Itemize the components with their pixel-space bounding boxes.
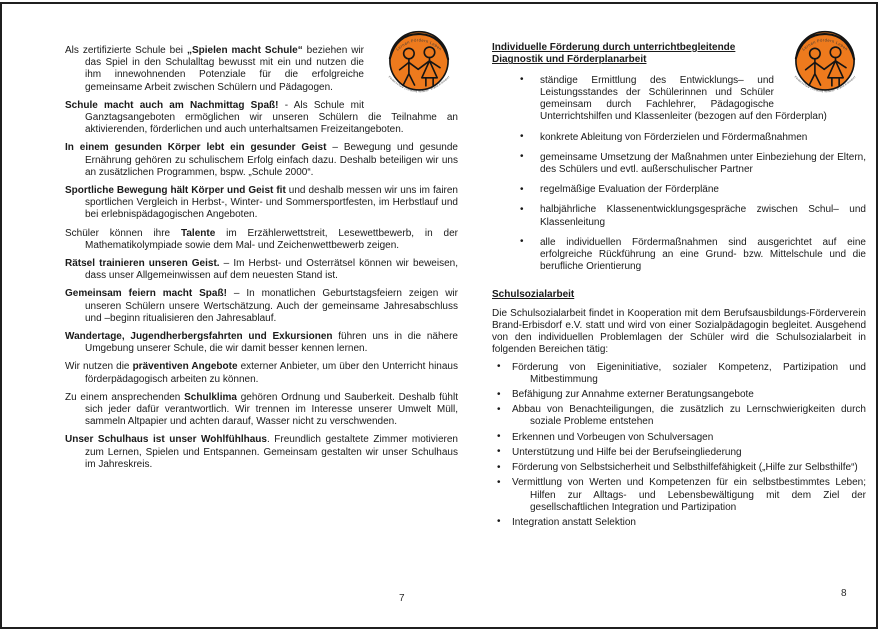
paragraph-text: . Freundlich gestaltete Zimmer motivieren zum Lernen, Spielen und Entspannen. Gemeinsam gestalten wir unser Schulhaus im Jahreskreis. xyxy=(85,434,458,470)
paragraph-lead-bold: Rätsel trainieren unseren Geist. xyxy=(65,258,220,270)
paragraph xyxy=(65,258,458,282)
paragraph xyxy=(65,434,458,471)
list-item xyxy=(492,75,866,124)
bullet-icon: • xyxy=(497,516,501,528)
schulsozialarbeit-intro: Die Schulsozialarbeit findet in Kooperation mit dem Berufsausbildungs-Förderverein Brand-Erbisdorf e.V. statt und wird von einer Sozialpädagogin begleitet. Ausgehend von den individuellen Problemlagen der Schüler wird die Schulsozialarbeit in folgenden Bereichen tätig: xyxy=(492,307,866,356)
bullet-text: Unterstützung und Hilfe bei der Berufseingliederung xyxy=(512,446,742,458)
paragraph-lead-bold: Talente xyxy=(180,227,216,239)
paragraph xyxy=(65,185,458,222)
paragraph xyxy=(65,331,458,355)
paragraph-text: Schüler können ihre xyxy=(65,227,181,239)
list-item xyxy=(492,447,866,459)
bullet-icon: • xyxy=(520,203,524,215)
paragraph-text: und deshalb messen wir uns im fairen sportlichen Vergleich in Herbst-, Winter- und Sommersportfesten, im Herbstlauf und bei erlebnispädagogischen Angeboten. xyxy=(85,185,458,221)
paragraph-text: im Erzählerwettstreit, Lesewettbewerb, in der Mathematikolympiade sowie dem Mal- und Zeichenwettbewerb zeigen. xyxy=(85,227,458,251)
paragraph-text: Wir nutzen die xyxy=(65,361,133,373)
bullet-text: Förderung von Eigeninitiative, sozialer Kompetenz, Partizipation und Mitbestimmung xyxy=(512,361,866,385)
paragraph-lead-bold: Sportliche Bewegung hält Körper und Geist fit xyxy=(65,185,286,197)
paragraph-lead-bold: In einem gesunden Körper lebt ein gesunder Geist xyxy=(65,142,327,154)
bullet-icon: • xyxy=(520,74,524,86)
section-title-individuelle-foerderung: Individuelle Förderung durch unterrichtbegleitende Diagnostik und Förderplanarbeit xyxy=(492,42,736,66)
page-number-8: 8 xyxy=(841,588,847,599)
bullet-text: Integration anstatt Selektion xyxy=(512,516,636,528)
bullet-text: alle individuellen Fördermaßnahmen sind ausgerichtet auf eine erfolgreiche Rückführung an eine Grund- bzw. Mittelschule und die berufliche Orientierung xyxy=(540,236,866,273)
page-7 xyxy=(65,32,458,477)
list-item xyxy=(492,237,866,274)
paragraph-lead-bold: Schule macht auch am Nachmittag Spaß! xyxy=(65,99,279,111)
list-item xyxy=(492,132,866,144)
paragraph-lead-bold: Gemeinsam feiern macht Spaß! xyxy=(65,288,227,300)
bullet-icon: • xyxy=(520,236,524,248)
list-item xyxy=(492,432,866,444)
list-item xyxy=(492,389,866,401)
paragraph xyxy=(65,392,458,429)
list-item xyxy=(492,152,866,176)
bullet-icon: • xyxy=(497,403,501,415)
bullet-text: regelmäßige Evaluation der Förderpläne xyxy=(540,184,719,196)
paragraph-text: Als zertifizierte Schule bei xyxy=(65,45,187,56)
list-item xyxy=(492,477,866,514)
paragraph xyxy=(65,100,458,137)
bullet-text: Erkennen und Vorbeugen von Schulversagen xyxy=(512,431,714,443)
paragraph-text: - Als Schule mit Ganztagsangeboten ermöglichen wir unseren Schülern die Teilnahme an aktivierenden, förderlichen und auch unterhaltsamen Freizeitangeboten. xyxy=(85,99,458,136)
paragraph-text: externer Anbieter, um über den Unterricht hinaus förderpädagogisch arbeiten zu können. xyxy=(85,361,458,385)
paragraph xyxy=(65,142,458,179)
bullet-text: Vermittlung von Werten und Kompetenzen für ein selbstbestimmtes Leben; Hilfen zur Alltags- und Lebensbewältigung mit dem Ziel der gesellschaftlichen Integration und Partizipation xyxy=(512,477,866,513)
schulsozialarbeit-bullet-list xyxy=(492,362,866,529)
paragraph-text: gehören Ordnung und Sauberkeit. Deshalb fühlt sich jeder dafür verantwortlich. Wir trennen im Interesse unserer Umwelt Müll, sammeln Altpapier und achten darauf, Wasser nicht zu verschwenden. xyxy=(85,391,458,428)
bullet-icon: • xyxy=(520,131,524,143)
paragraph-text: – Im Herbst- und Osterrätsel können wir beweisen, dass unser Allgemeinwissen auf dem neuesten Stand ist. xyxy=(85,258,458,282)
list-item xyxy=(492,184,866,196)
section-title-schulsozialarbeit: Schulsozialarbeit xyxy=(492,289,575,301)
list-item xyxy=(492,204,866,228)
bullet-icon: • xyxy=(497,446,501,458)
paragraph xyxy=(65,228,458,252)
bullet-icon: • xyxy=(497,431,501,443)
paragraph-lead-bold: Unser Schulhaus ist unser Wohlfühlhaus xyxy=(65,434,267,446)
bullet-text: konkrete Ableitung von Förderzielen und Fördermaßnahmen xyxy=(540,131,808,143)
bullet-text: ständige Ermittlung des Entwicklungs– und Leistungsstandes der Schülerinnen und Schüler gemeinsam durch Fachlehrer, Pädagogische Unterrichtshilfen und Klassenleiter (bezogen auf den Förderplan) xyxy=(540,74,827,123)
bullet-icon: • xyxy=(520,183,524,195)
page-8 xyxy=(492,30,866,532)
bullet-icon: • xyxy=(497,476,501,488)
paragraph-lead-bold: Wandertage, Jugendherbergsfahrten und Exkursionen xyxy=(65,331,333,343)
foerderung-bullet-list xyxy=(492,75,866,274)
bullet-text: Abbau von Benachteiligungen, die zusätzlich zu Lernschwierigkeiten durch soziale Probleme entstehen xyxy=(512,404,866,428)
paragraph xyxy=(65,361,458,385)
bullet-text: halbjährliche Klassenentwicklungsgespräche zwischen Schul– und Klassenleitung xyxy=(540,204,866,228)
paragraph-lead-bold: „Spielen macht Schule“ xyxy=(186,45,303,56)
paragraph xyxy=(65,288,458,325)
bullet-icon: • xyxy=(497,461,501,473)
paragraph-text: Zu einem ansprechenden xyxy=(65,391,185,403)
paragraph-text: führen uns in die nähere Umgebung unserer Schule, die wir damit besser kennen lernen. xyxy=(85,331,458,355)
page-number-7: 7 xyxy=(399,593,405,604)
bullet-text: gemeinsame Umsetzung der Maßnahmen unter Einbeziehung der Eltern, des Schülers und evtl. außerschulischer Partner xyxy=(540,151,866,176)
bullet-icon: • xyxy=(497,388,501,400)
paragraph-lead-bold: Schulklima xyxy=(184,391,237,403)
bullet-text: Förderung von Selbstsicherheit und Selbsthilfefähigkeit („Hilfe zur Selbsthilfe“) xyxy=(512,462,858,474)
school-logo xyxy=(378,22,460,98)
list-item xyxy=(492,462,866,474)
paragraph-text: – In monatlichen Geburtstagsfeiern zeigen wir unseren Schülern unsere Wertschätzung. Auch der gemeinsame Jahresabschluss und –beginn ritualisieren den Jahresablauf. xyxy=(85,288,458,324)
bullet-icon: • xyxy=(497,361,501,373)
list-item xyxy=(492,517,866,529)
bullet-icon: • xyxy=(520,151,524,163)
list-item xyxy=(492,404,866,428)
bullet-text: Befähigung zur Annahme externer Beratungsangebote xyxy=(512,389,754,401)
list-item xyxy=(492,362,866,386)
paragraph-lead-bold: präventiven Angebote xyxy=(132,361,238,373)
paragraph-text: – Bewegung und gesunde Ernährung gehören zu schulischem Erfolg einfach dazu. Deshalb beteiligen wir uns an zusätzlichen Programmen, bspw. „Schule 2000“. xyxy=(85,142,458,178)
paragraph-text: beziehen wir das Spiel in den Schulalltag bewusst mit ein und nutzen die ihm innewohnenden Potenziale für die erfolgreiche gemeinsame Arbeit zwischen Schülern und Pädagogen. xyxy=(85,45,364,93)
